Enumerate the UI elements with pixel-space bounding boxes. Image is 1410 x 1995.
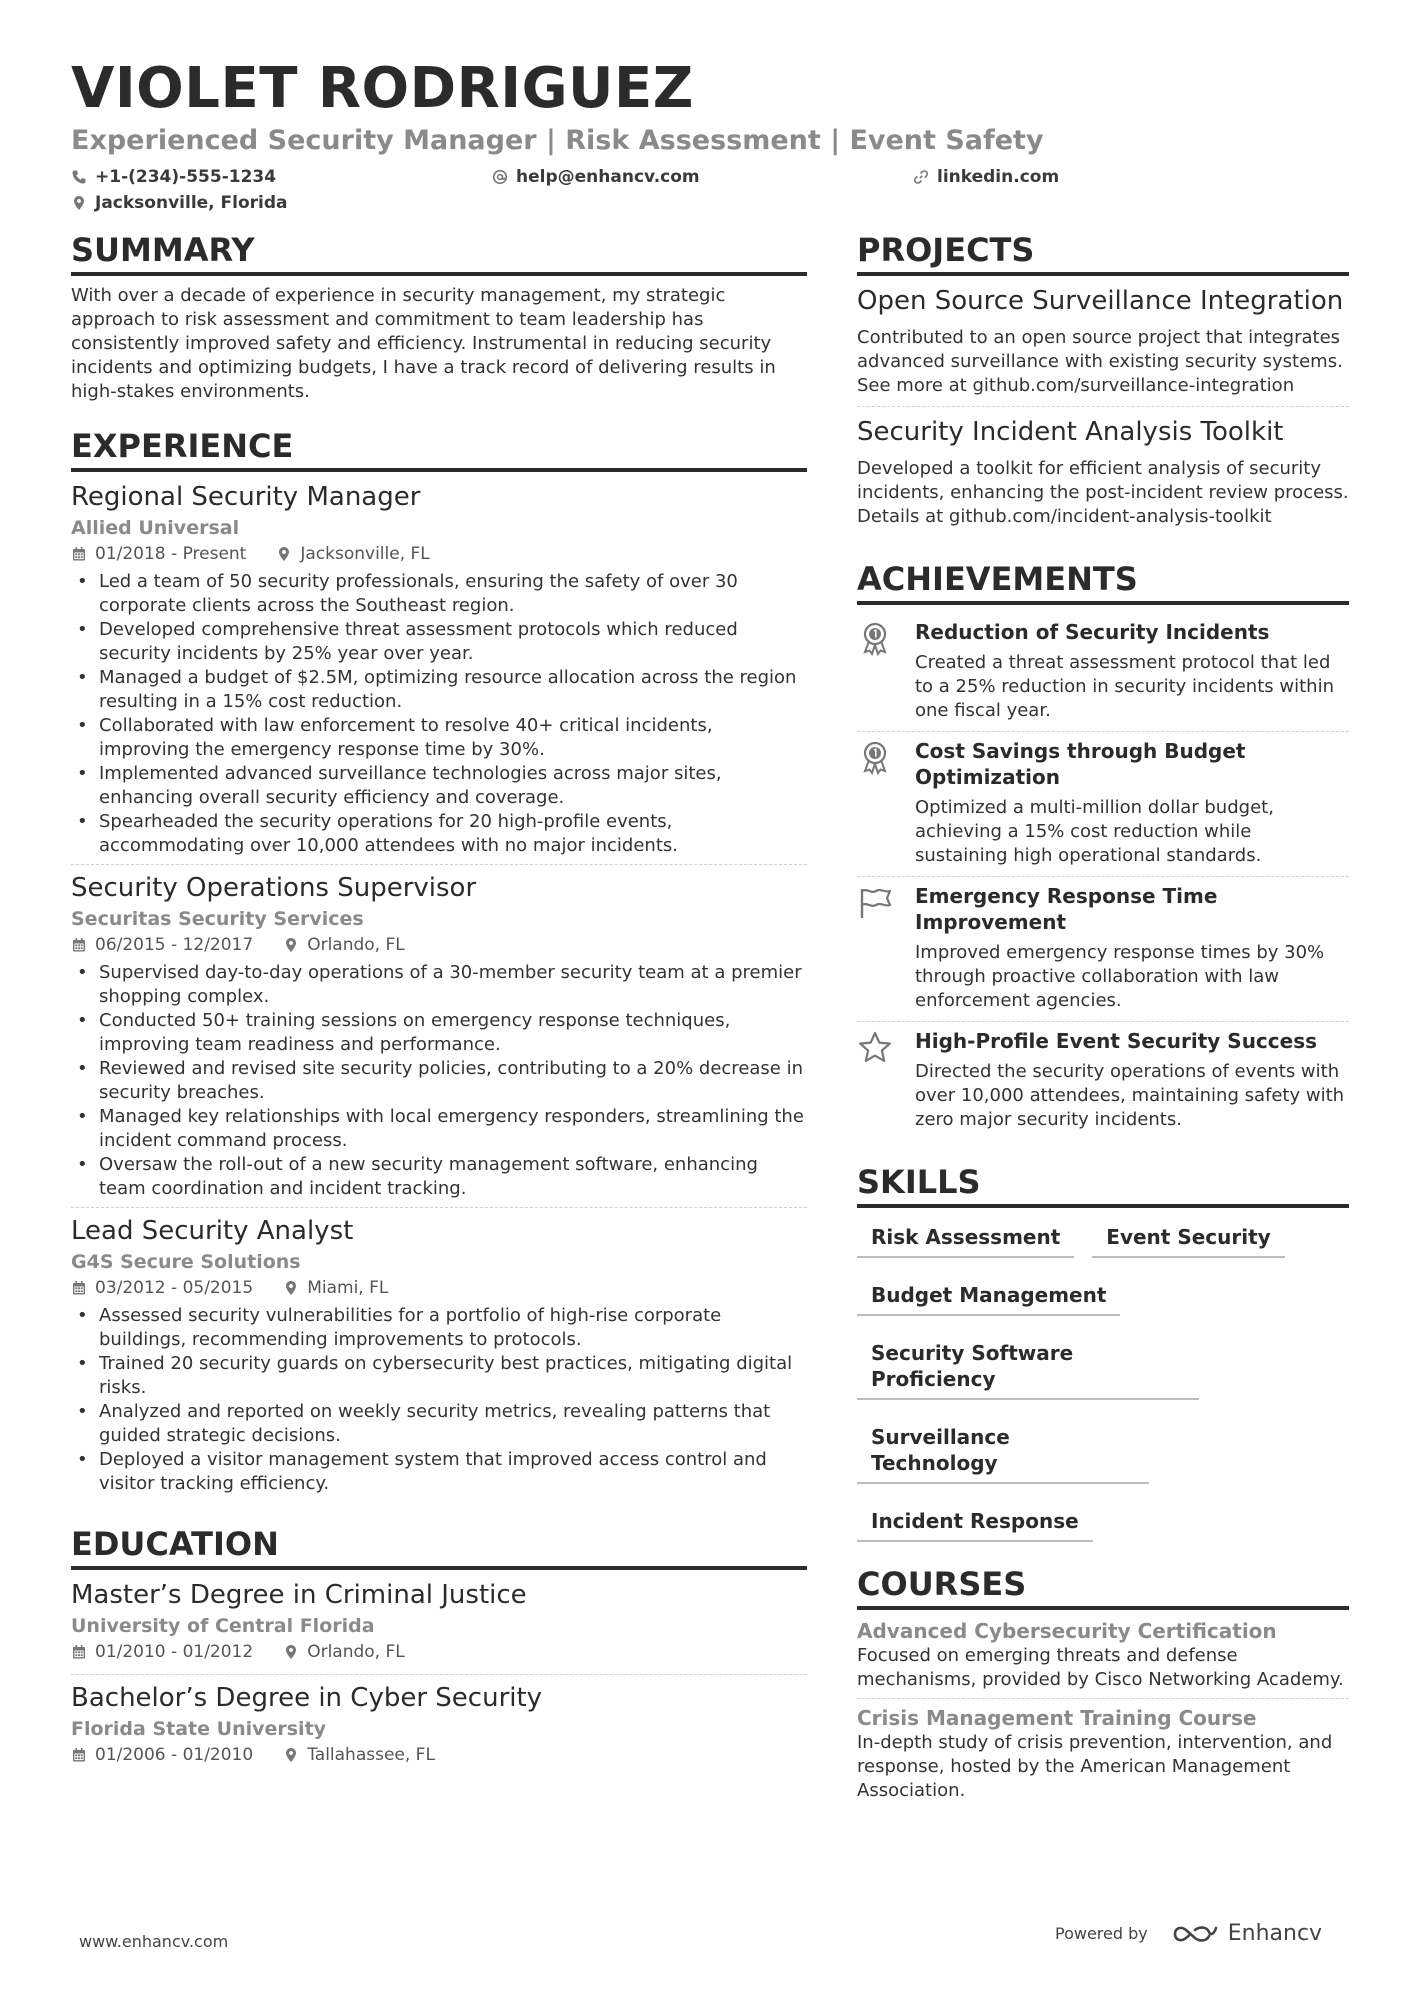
achievement-body — [915, 883, 1349, 1013]
calendar-icon — [71, 546, 87, 562]
job-bullet: • Reviewed and revised site security policies, contributing to a 20% decrease in security breaches. — [71, 1057, 807, 1105]
courses-section — [857, 1564, 1349, 1809]
job-bullet: • Managed key relationships with local emergency responders, streamlining the incident command process. — [71, 1105, 807, 1153]
job-dates — [71, 542, 246, 566]
contact-info — [71, 162, 1351, 216]
achievement-description: Optimized a multi-million dollar budget, achieving a 15% cost reduction while sustaining high operational standards. — [915, 797, 1274, 866]
project-entry — [857, 415, 1349, 537]
job-title: Lead Security Analyst — [71, 1216, 354, 1246]
experience-entry — [71, 1214, 807, 1502]
skill-tag: Event Security — [1092, 1224, 1284, 1258]
job-bullets — [71, 570, 807, 858]
footer-website[interactable]: www.enhancv.com — [79, 1932, 229, 1951]
achievement-description: Directed the security operations of events with over 10,000 attendees, maintaining safety with zero major security incidents. — [915, 1061, 1345, 1130]
achievement-description: Improved emergency response times by 30% through proactive collaboration with law enforcement agencies. — [915, 942, 1325, 1011]
job-meta — [71, 933, 807, 957]
education-location-text: Tallahassee, FL — [307, 1745, 435, 1765]
location-text: Jacksonville, Florida — [95, 193, 288, 213]
skill-tag: Surveillance Technology — [857, 1424, 1149, 1484]
flag-icon — [857, 883, 897, 1013]
brand-text: Enhancv — [1227, 1921, 1323, 1946]
experience-entry — [71, 480, 807, 865]
job-bullet: • Led a team of 50 security professionals, ensuring the safety of over 30 corporate clients across the Southeast region. — [71, 570, 807, 618]
job-dates-text: 06/2015 - 12/2017 — [95, 935, 254, 955]
skill-tag: Incident Response — [857, 1508, 1093, 1542]
skills-title: SKILLS — [857, 1162, 1349, 1208]
job-dates-text: 01/2018 - Present — [95, 544, 247, 564]
course-title: Advanced Cybersecurity Certification — [857, 1619, 1277, 1643]
resume-header — [71, 56, 1351, 216]
course-description: In-depth study of crisis prevention, intervention, and response, hosted by the American Management Association. — [857, 1732, 1333, 1801]
job-bullet: • Oversaw the roll-out of a new security management software, enhancing team coordination and incident tracking. — [71, 1153, 807, 1201]
job-location — [276, 542, 429, 566]
education-entry — [71, 1578, 807, 1675]
company-name: Allied Universal — [71, 517, 240, 539]
course-entry — [857, 1705, 1349, 1809]
company-name: Securitas Security Services — [71, 908, 364, 930]
footer-branding — [1055, 1921, 1322, 1946]
course-description: Focused on emerging threats and defense mechanisms, provided by Cisco Networking Academy. — [857, 1645, 1344, 1690]
experience-title: EXPERIENCE — [71, 426, 807, 472]
project-description: Developed a toolkit for efficient analysis of security incidents, enhancing the post-incident review process. Details at github.com/incident-analysis-toolkit — [857, 458, 1349, 527]
left-column — [71, 230, 807, 1799]
link-icon — [913, 169, 929, 185]
star-icon — [857, 1028, 897, 1132]
achievement-entry — [857, 1022, 1349, 1140]
course-entry — [857, 1618, 1349, 1699]
degree-title: Bachelor’s Degree in Cyber Security — [71, 1683, 543, 1713]
projects-section — [857, 230, 1349, 537]
achievement-title: Reduction of Security Incidents — [915, 620, 1270, 644]
project-title: Security Incident Analysis Toolkit — [857, 417, 1284, 447]
skills-list — [857, 1216, 1349, 1542]
skills-section — [857, 1162, 1349, 1542]
job-bullet: • Conducted 50+ training sessions on emergency response techniques, improving team readiness and performance. — [71, 1009, 807, 1057]
job-location-text: Orlando, FL — [307, 935, 405, 955]
job-bullet: • Collaborated with law enforcement to resolve 40+ critical incidents, improving the emergency response time by 30%. — [71, 714, 807, 762]
email-text[interactable]: help@enhancv.com — [516, 167, 700, 187]
job-dates — [71, 933, 253, 957]
skill-tag: Budget Management — [857, 1282, 1120, 1316]
job-meta — [71, 1276, 807, 1300]
job-bullet: • Trained 20 security guards on cybersecurity best practices, mitigating digital risks. — [71, 1352, 807, 1400]
location-pin-icon — [71, 195, 87, 211]
education-dates-text: 01/2006 - 01/2010 — [95, 1745, 254, 1765]
powered-by-text: Powered by — [1055, 1924, 1148, 1943]
achievement-title: Emergency Response Time Improvement — [915, 884, 1218, 934]
education-dates — [71, 1743, 253, 1767]
job-location — [283, 933, 405, 957]
project-description: Contributed to an open source project that integrates advanced surveillance with existing security systems. See more at github.com/surveillance-integration — [857, 327, 1343, 396]
school-name: Florida State University — [71, 1718, 327, 1740]
school-name: University of Central Florida — [71, 1615, 375, 1637]
location-pin-icon — [276, 546, 292, 562]
projects-title: PROJECTS — [857, 230, 1349, 276]
job-bullet: • Supervised day-to-day operations of a 30-member security team at a premier shopping complex. — [71, 961, 807, 1009]
project-entry — [857, 284, 1349, 407]
achievement-entry — [857, 613, 1349, 732]
calendar-icon — [71, 937, 87, 953]
job-bullet: • Deployed a visitor management system that improved access control and visitor tracking efficiency. — [71, 1448, 807, 1496]
achievement-entry — [857, 877, 1349, 1022]
contact-linkedin — [913, 166, 1059, 188]
education-location — [283, 1640, 405, 1664]
job-bullet: • Assessed security vulnerabilities for a portfolio of high-rise corporate buildings, recommending improvements to protocols. — [71, 1304, 807, 1352]
linkedin-text[interactable]: linkedin.com — [937, 167, 1060, 187]
job-bullet: • Developed comprehensive threat assessment protocols which reduced security incidents by 25% year over year. — [71, 618, 807, 666]
candidate-name: VIOLET RODRIGUEZ — [71, 56, 694, 121]
skill-tag: Risk Assessment — [857, 1224, 1074, 1258]
education-meta — [71, 1640, 807, 1664]
achievement-body — [915, 619, 1349, 723]
job-bullet: • Spearheaded the security operations for 20 high-profile events, accommodating over 10,000 attendees with no major incidents. — [71, 810, 807, 858]
job-title: Security Operations Supervisor — [71, 873, 477, 903]
summary-title: SUMMARY — [71, 230, 807, 276]
achievement-body — [915, 738, 1349, 868]
job-location — [283, 1276, 388, 1300]
degree-title: Master’s Degree in Criminal Justice — [71, 1580, 527, 1610]
phone-text[interactable]: +1-(234)-555-1234 — [95, 167, 277, 187]
education-location-text: Orlando, FL — [307, 1642, 405, 1662]
enhancv-logo[interactable] — [1172, 1921, 1322, 1946]
contact-location — [71, 192, 288, 214]
achievement-description: Created a threat assessment protocol that led to a 25% reduction in security incidents within one fiscal year. — [915, 652, 1334, 721]
summary-text: With over a decade of experience in security management, my strategic approach to risk assessment and commitment to team leadership has consistently improved safety and efficiency. Instrumental in reducing security incidents and optimizing budgets, I have a track record of delivering results in high-stakes environments. — [71, 285, 776, 402]
right-column — [857, 230, 1349, 1831]
experience-entry — [71, 871, 807, 1208]
calendar-icon — [71, 1644, 87, 1660]
location-pin-icon — [283, 1280, 299, 1296]
phone-icon — [71, 169, 87, 185]
calendar-icon — [71, 1280, 87, 1296]
experience-section — [71, 426, 807, 1502]
education-dates-text: 01/2010 - 01/2012 — [95, 1642, 254, 1662]
achievements-section — [857, 559, 1349, 1140]
award-icon — [857, 738, 897, 868]
job-bullets — [71, 961, 807, 1201]
achievement-body — [915, 1028, 1349, 1132]
contact-email — [492, 166, 700, 188]
courses-title: COURSES — [857, 1564, 1349, 1610]
calendar-icon — [71, 1747, 87, 1763]
achievement-title: High-Profile Event Security Success — [915, 1029, 1318, 1053]
job-location-text: Miami, FL — [307, 1278, 389, 1298]
education-section — [71, 1524, 807, 1777]
job-bullet: • Managed a budget of $2.5M, optimizing resource allocation across the region resulting in a 15% cost reduction. — [71, 666, 807, 714]
summary-section — [71, 230, 807, 404]
location-pin-icon — [283, 1644, 299, 1660]
achievement-title: Cost Savings through Budget Optimization — [915, 739, 1246, 789]
job-location-text: Jacksonville, FL — [300, 544, 430, 564]
skill-tag: Security Software Proficiency — [857, 1340, 1199, 1400]
education-entry — [71, 1681, 807, 1777]
job-bullet: • Analyzed and reported on weekly security metrics, revealing patterns that guided strategic decisions. — [71, 1400, 807, 1448]
company-name: G4S Secure Solutions — [71, 1251, 301, 1273]
achievement-entry — [857, 732, 1349, 877]
education-title: EDUCATION — [71, 1524, 807, 1570]
job-dates-text: 03/2012 - 05/2015 — [95, 1278, 254, 1298]
contact-phone — [71, 166, 276, 188]
job-bullet: • Implemented advanced surveillance technologies across major sites, enhancing overall security efficiency and coverage. — [71, 762, 807, 810]
job-dates — [71, 1276, 253, 1300]
enhancv-logo-icon — [1172, 1922, 1218, 1946]
project-title: Open Source Surveillance Integration — [857, 286, 1344, 316]
education-meta — [71, 1743, 807, 1767]
education-location — [283, 1743, 435, 1767]
course-title: Crisis Management Training Course — [857, 1706, 1257, 1730]
job-title: Regional Security Manager — [71, 482, 421, 512]
job-meta — [71, 542, 807, 566]
candidate-headline: Experienced Security Manager | Risk Assessment | Event Safety — [71, 125, 1044, 156]
award-icon — [857, 619, 897, 723]
achievements-title: ACHIEVEMENTS — [857, 559, 1349, 605]
job-bullets — [71, 1304, 807, 1496]
at-icon — [492, 169, 508, 185]
location-pin-icon — [283, 1747, 299, 1763]
location-pin-icon — [283, 937, 299, 953]
education-dates — [71, 1640, 253, 1664]
